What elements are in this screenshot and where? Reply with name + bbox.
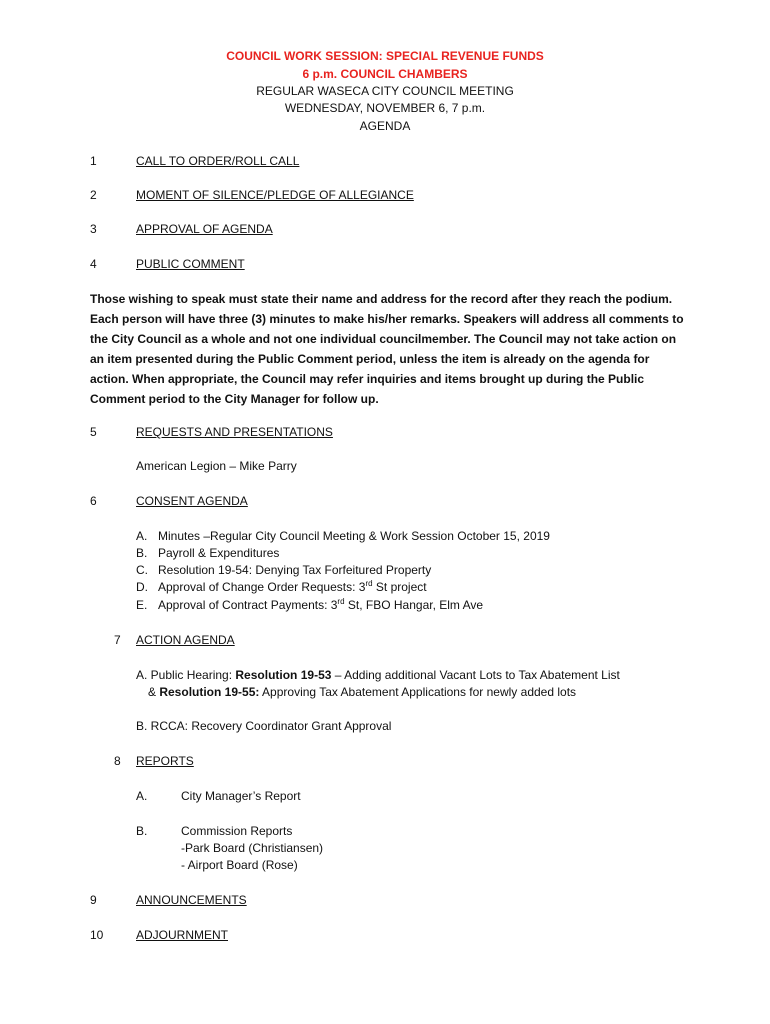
header-line-5: AGENDA (359, 119, 411, 133)
request-item-1: American Legion – Mike Parry (136, 459, 297, 473)
item-number-1: 1 (90, 154, 97, 168)
header-line-1: COUNCIL WORK SESSION: SPECIAL REVENUE FUNDS (226, 49, 544, 63)
item-number-2: 2 (90, 188, 97, 202)
item-number-5: 5 (90, 425, 97, 439)
item-number-3: 3 (90, 222, 97, 236)
consent-letter-a: A. (136, 529, 148, 543)
consent-letter-b: B. (136, 546, 148, 560)
report-text-a: City Manager’s Report (181, 789, 301, 803)
consent-text-b: Payroll & Expenditures (158, 546, 280, 560)
action-a-resolution-2: Resolution 19-55: (159, 685, 260, 699)
report-text-b: Commission Reports (181, 824, 293, 838)
public-comment-paragraph: Those wishing to speak must state their name and address for the record after they reach the podium. Each person will have three (3) minutes to make his/her remarks. Speakers will address all comments to the City Council as a whole and not one individual councilmember. The Council may not take action on an item presented during the Public Comment period, unless the item is already on the agenda for action. When appropriate, the Council may refer inquiries and items brought up during the Public Comment period to the City Manager for follow up. (90, 292, 684, 406)
action-a-text-2: Approving Tax Abatement Applications for newly added lots (259, 685, 577, 699)
action-item-a-line-2 (148, 684, 576, 700)
item-number-8: 8 (114, 754, 121, 768)
consent-text-d-sup: rd (365, 579, 373, 588)
action-a-text-1: – Adding additional Vacant Lots to Tax Abatement List (331, 668, 620, 682)
report-b-sub-2: - Airport Board (Rose) (181, 858, 298, 872)
consent-letter-e: E. (136, 598, 148, 612)
header-line-3: REGULAR WASECA CITY COUNCIL MEETING (256, 84, 514, 98)
report-letter-b: B. (136, 824, 148, 838)
consent-text-a: Minutes –Regular City Council Meeting & Work Session October 15, 2019 (158, 529, 550, 543)
item-title-1: CALL TO ORDER/ROLL CALL (136, 154, 300, 168)
item-title-9: ANNOUNCEMENTS (136, 893, 247, 907)
consent-text-d-post: St project (372, 580, 427, 594)
item-number-9: 9 (90, 893, 97, 907)
item-number-7: 7 (114, 633, 121, 647)
item-title-2: MOMENT OF SILENCE/PLEDGE OF ALLEGIANCE (136, 188, 414, 202)
header-line-2: 6 p.m. COUNCIL CHAMBERS (302, 67, 468, 81)
consent-letter-d: D. (136, 580, 148, 594)
item-title-8: REPORTS (136, 754, 194, 768)
consent-text-c: Resolution 19-54: Denying Tax Forfeitured Property (158, 563, 432, 577)
action-a-resolution-1: Resolution 19-53 (235, 668, 332, 682)
report-b-sub-1: -Park Board (Christiansen) (181, 841, 324, 855)
item-number-6: 6 (90, 494, 97, 508)
item-title-4: PUBLIC COMMENT (136, 257, 245, 271)
action-item-a-line-1 (136, 667, 620, 683)
item-title-6: CONSENT AGENDA (136, 494, 248, 508)
item-number-10: 10 (90, 928, 104, 942)
action-a-prefix: A. Public Hearing: (136, 668, 236, 682)
report-letter-a: A. (136, 789, 148, 803)
consent-text-e-sup: rd (337, 597, 345, 606)
action-a-amp: & (148, 685, 160, 699)
consent-text-e-post: St, FBO Hangar, Elm Ave (344, 598, 484, 612)
consent-text-d (158, 579, 427, 595)
item-title-5: REQUESTS AND PRESENTATIONS (136, 425, 333, 439)
item-title-7: ACTION AGENDA (136, 633, 235, 647)
consent-text-e (158, 597, 483, 613)
consent-text-d-pre: Approval of Change Order Requests: 3 (158, 580, 366, 594)
action-item-b: B. RCCA: Recovery Coordinator Grant Approval (136, 719, 392, 733)
consent-letter-c: C. (136, 563, 148, 577)
item-number-4: 4 (90, 257, 97, 271)
header-line-4: WEDNESDAY, NOVEMBER 6, 7 p.m. (284, 101, 486, 115)
consent-text-e-pre: Approval of Contract Payments: 3 (158, 598, 338, 612)
item-title-3: APPROVAL OF AGENDA (136, 222, 273, 236)
item-title-10: ADJOURNMENT (136, 928, 228, 942)
